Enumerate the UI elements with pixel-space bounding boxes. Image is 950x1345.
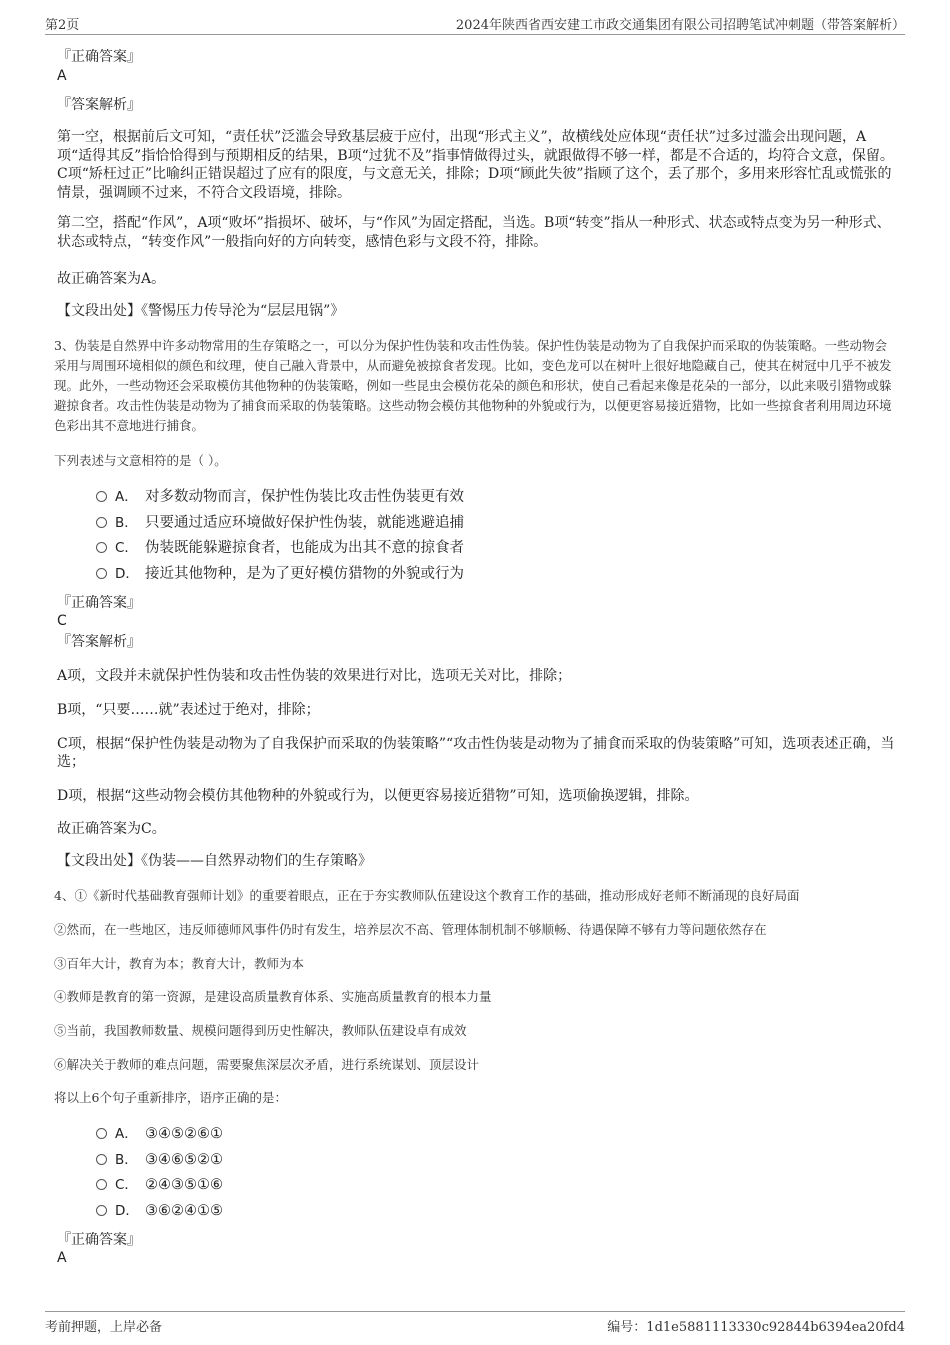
- question-prompt: 下列表述与文意相符的是（ ）。: [54, 453, 227, 468]
- analysis-label: 『答案解析』: [57, 97, 141, 113]
- radio-icon[interactable]: [96, 1205, 107, 1216]
- radio-icon[interactable]: [96, 491, 107, 502]
- radio-icon[interactable]: [96, 568, 107, 579]
- option-b[interactable]: B． ③④⑥⑤②①: [96, 1150, 223, 1170]
- answer-value: C: [57, 613, 67, 629]
- page-number: 第2页: [45, 18, 80, 33]
- option-a[interactable]: A． 对多数动物而言，保护性伪装比攻击性伪装更有效: [96, 487, 464, 507]
- answer-label: 『正确答案』: [57, 49, 141, 65]
- question-sentence: ③百年大计，教育为本；教育大计，教师为本: [54, 956, 305, 971]
- option-d[interactable]: D． ③⑥②④①⑤: [96, 1201, 223, 1221]
- page-footer: [45, 1311, 905, 1338]
- analysis-item: C项，根据“保护性伪装是动物为了自我保护而采取的伪装策略”“攻击性伪装是动物为了捕食而采取的伪装策略”可知，选项表述正确，当选；: [57, 736, 895, 770]
- radio-icon[interactable]: [96, 542, 107, 553]
- analysis-paragraph: 第一空，根据前后文可知，“责任状”泛滥会导致基层疲于应付，出现“形式主义”，故横线处应体现“责任状”过多过滥会出现问题，A项“适得其反”指恰恰得到与预期相反的结果，B项“过犹不及”指事情做得过头，就跟做得不够一样，都是不合适的，均符合文意，保留。C项“矫枉过正”比喻纠正错误超过了应有的限度，与文意无关，排除；D项“顾此失彼”指顾了这个，丢了那个，多用来形容忙乱或慌张的情景，强调顾不过来，不符合文段语境，排除。: [57, 129, 894, 201]
- document-title: 2024年陕西省西安建工市政交通集团有限公司招聘笔试冲刺题（带答案解析）: [455, 18, 905, 33]
- question-sentence: ⑤当前，我国教师数量、规模问题得到历史性解决，教师队伍建设卓有成效: [54, 1023, 467, 1038]
- radio-icon[interactable]: [96, 517, 107, 528]
- question-prompt: 将以上6个句子重新排序，语序正确的是：: [54, 1090, 287, 1105]
- source-citation: 【文段出处】《伪装——自然界动物们的生存策略》: [57, 853, 372, 869]
- option-d[interactable]: D． 接近其他物种，是为了更好模仿猎物的外貌或行为: [96, 564, 464, 584]
- radio-icon[interactable]: [96, 1128, 107, 1139]
- question-sentence: ②然而，在一些地区，违反师德师风事件仍时有发生，培养层次不高、管理体制机制不够顺畅、待遇保障不够有力等问题依然存在: [54, 922, 767, 937]
- option-b[interactable]: B． 只要通过适应环境做好保护性伪装，就能逃避追捕: [96, 513, 464, 533]
- option-c[interactable]: C． 伪装既能躲避掠食者，也能成为出其不意的掠食者: [96, 538, 464, 558]
- conclusion: 故正确答案为C。: [57, 821, 166, 837]
- answer-label: 『正确答案』: [57, 595, 141, 611]
- option-c[interactable]: C． ②④③⑤①⑥: [96, 1175, 223, 1195]
- answer-label: 『正确答案』: [57, 1232, 141, 1248]
- page-header: [45, 14, 905, 35]
- conclusion: 故正确答案为A。: [57, 271, 166, 287]
- question-sentence: ④教师是教育的第一资源，是建设高质量教育体系、实施高质量教育的根本力量: [54, 989, 492, 1004]
- option-a[interactable]: A． ③④⑤②⑥①: [96, 1124, 223, 1144]
- answer-value: A: [57, 1250, 67, 1266]
- footer-slogan: 考前押题，上岸必备: [45, 1320, 163, 1335]
- answer-value: A: [57, 68, 67, 84]
- radio-icon[interactable]: [96, 1179, 107, 1190]
- question-sentence: 4、①《新时代基础教育强师计划》的重要着眼点，正在于夯实教师队伍建设这个教育工作的基础，推动形成好老师不断涌现的良好局面: [54, 888, 800, 903]
- analysis-item: B项，“只要……就”表述过于绝对，排除；: [57, 702, 320, 718]
- analysis-label: 『答案解析』: [57, 634, 141, 650]
- analysis-paragraph: 第二空，搭配“作风”，A项“败坏”指损坏、破坏，与“作风”为固定搭配，当选。B项“转变”指从一种形式、状态或特点变为另一种形式、状态或特点，“转变作风”一般指向好的方向转变，感情色彩与文段不符，排除。: [57, 215, 891, 250]
- question-sentence: ⑥解决关于教师的难点问题，需要聚焦深层次矛盾，进行系统谋划、顶层设计: [54, 1057, 480, 1072]
- radio-icon[interactable]: [96, 1154, 107, 1165]
- source-citation: 【文段出处】《警惕压力传导沦为“层层甩锅”》: [57, 303, 345, 319]
- analysis-item: A项，文段并未就保护性伪装和攻击性伪装的效果进行对比，选项无关对比，排除；: [57, 668, 572, 684]
- analysis-item: D项，根据“这些动物会模仿其他物种的外貌或行为，以便更容易接近猎物”可知，选项偷换逻辑，排除。: [57, 788, 699, 804]
- document-id: 编号：1d1e5881113330c92844b6394ea20fd4: [607, 1320, 905, 1335]
- question-stem: 3、伪装是自然界中许多动物常用的生存策略之一，可以分为保护性伪装和攻击性伪装。保护性伪装是动物为了自我保护而采取的伪装策略。一些动物会采用与周围环境相似的颜色和纹理，使自己融入背景中，从而避免被掠食者发现。比如，变色龙可以在树叶上很好地隐藏自己，使其在树冠中几乎不被发现。此外，一些动物还会采取模仿其他物种的伪装策略，例如一些昆虫会模仿花朵的颜色和形状，使自己看起来像是花朵的一部分，以此来吸引猎物或躲避掠食者。攻击性伪装是动物为了捕食而采取的伪装策略。这些动物会模仿其他物种的外貌或行为，以便更容易接近猎物，比如一些掠食者利用周边环境色彩出其不意地进行捕食。: [54, 338, 892, 433]
